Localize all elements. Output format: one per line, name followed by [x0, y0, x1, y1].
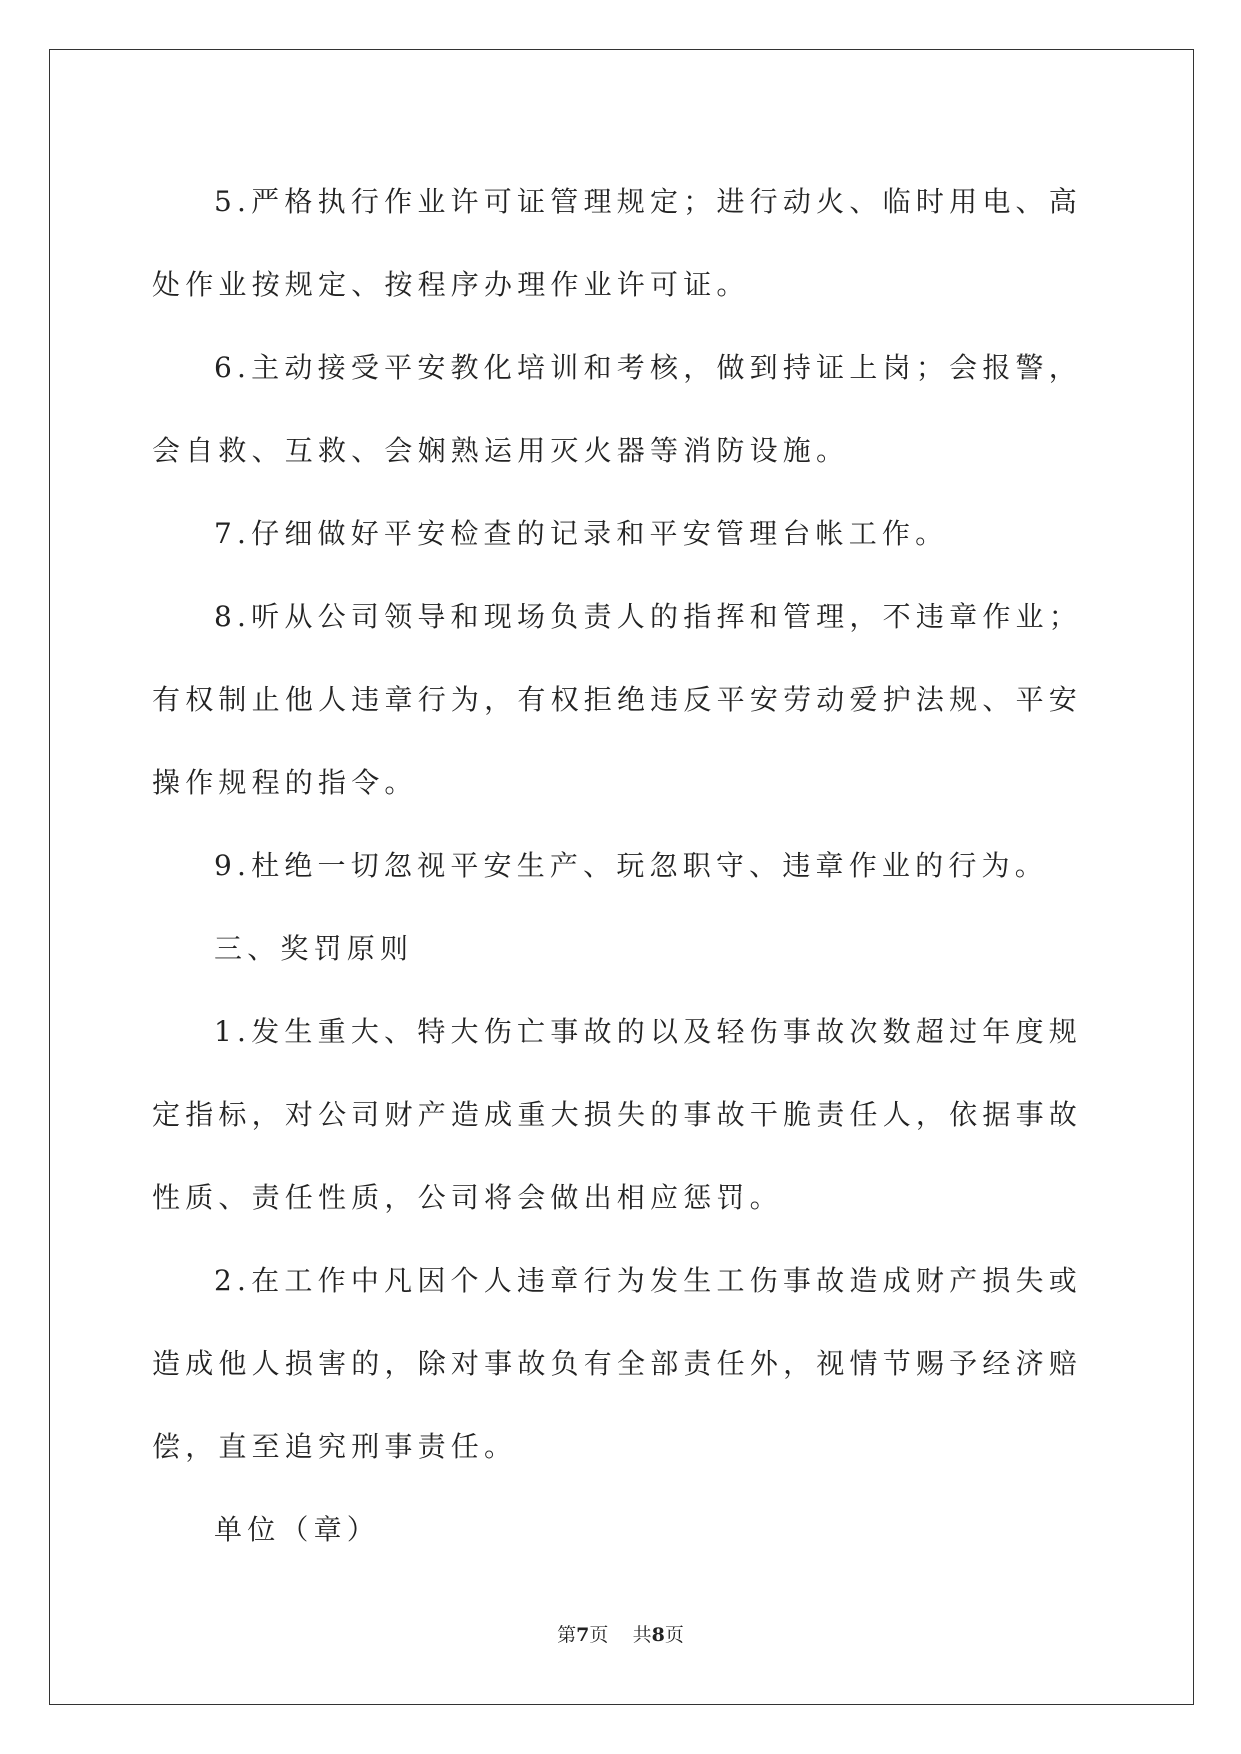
footer-prefix: 第	[557, 1624, 577, 1646]
document-body	[152, 160, 1082, 1571]
paragraph-rule-2: 2.在工作中凡因个人违章行为发生工伤事故造成财产损失或造成他人损害的，除对事故负有全部责任外，视情节赐予经济赔偿，直至追究刑事责任。	[152, 1264, 1082, 1463]
footer-middle: 页 共	[589, 1624, 652, 1646]
section-heading-rewards-penalties: 三、奖罚原则	[214, 932, 414, 965]
paragraph-item-8: 8.听从公司领导和现场负责人的指挥和管理，不违章作业；有权制止他人违章行为，有权拒绝违反平安劳动爱护法规、平安操作规程的指令。	[152, 600, 1082, 799]
unit-seal-label: 单位（章）	[214, 1513, 381, 1546]
total-pages-number: 8	[651, 1624, 665, 1646]
current-page-number: 7	[576, 1624, 590, 1646]
paragraph-item-7: 7.仔细做好平安检查的记录和平安管理台帐工作。	[214, 517, 949, 550]
page-number-footer	[0, 1620, 1241, 1647]
paragraph-item-9: 9.杜绝一切忽视平安生产、玩忽职守、违章作业的行为。	[214, 849, 1048, 882]
footer-suffix: 页	[664, 1624, 684, 1646]
paragraph-item-6: 6.主动接受平安教化培训和考核，做到持证上岗；会报警，会自救、互救、会娴熟运用灭火器等消防设施。	[152, 351, 1082, 467]
paragraph-rule-1: 1.发生重大、特大伤亡事故的以及轻伤事故次数超过年度规定指标，对公司财产造成重大损失的事故干脆责任人，依据事故性质、责任性质，公司将会做出相应惩罚。	[152, 1015, 1082, 1214]
paragraph-item-5: 5.严格执行作业许可证管理规定；进行动火、临时用电、高处作业按规定、按程序办理作业许可证。	[152, 185, 1082, 301]
